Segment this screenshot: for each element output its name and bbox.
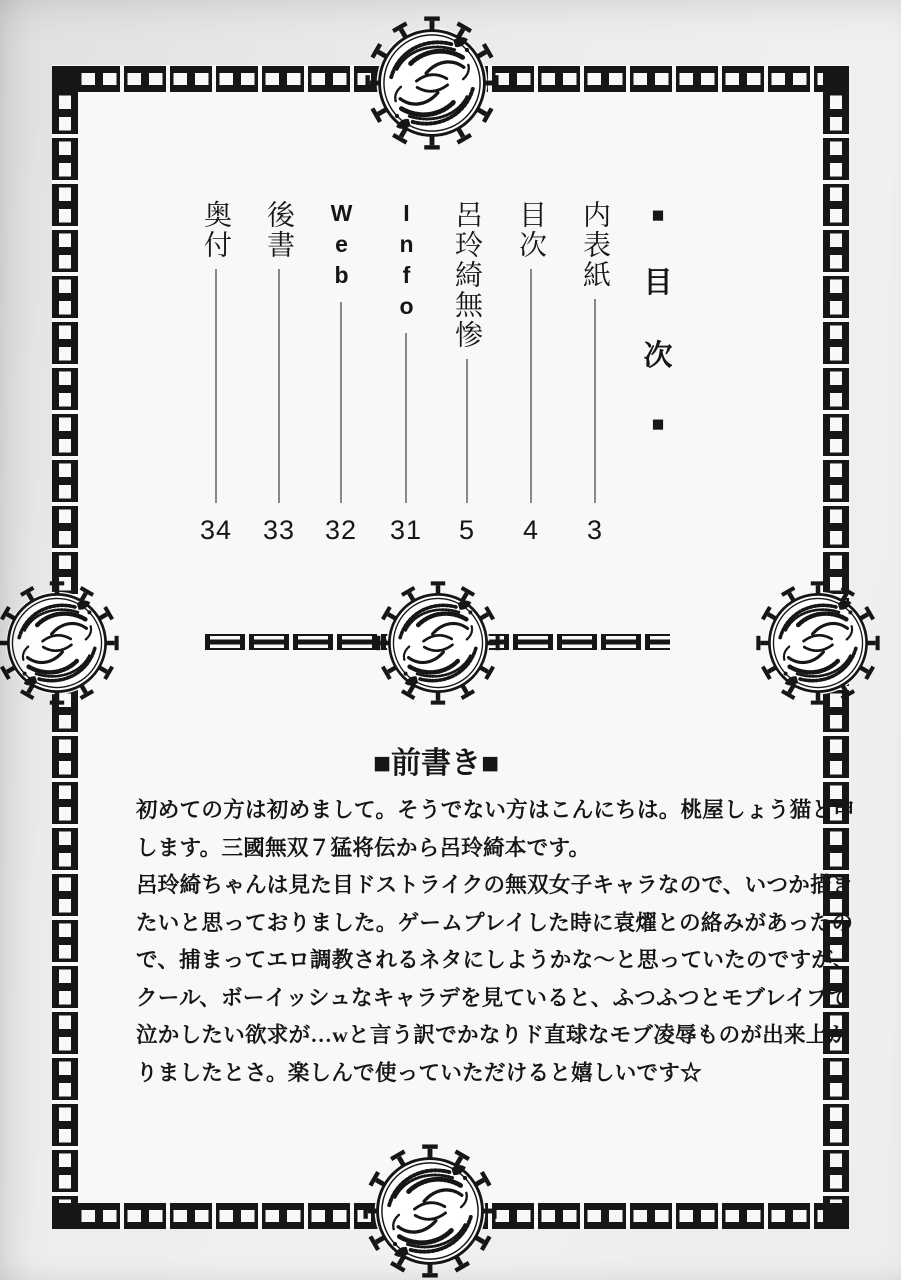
toc-entry-label: 後書 — [264, 200, 295, 260]
foreword-text-line: クール、ボーイッシュなキャラデを見ていると、ふつふつとモブレイプで — [136, 985, 851, 1010]
toc-leader-line — [215, 269, 217, 503]
foreword-text-line: 初めての方は初めまして。そうでない方はこんにちは。桃屋しょう猫と申 — [136, 798, 855, 822]
toc-entry-web — [319, 200, 363, 546]
toc-entry-colophon — [194, 200, 238, 546]
toc-entry-page-number: 34 — [199, 515, 233, 545]
toc-leader-line — [340, 302, 342, 503]
toc-title-square-bottom: ■ — [651, 412, 665, 436]
toc-leader-line — [405, 333, 407, 503]
phoenix-medallion-icon — [362, 1143, 498, 1279]
toc-entry-afterword — [257, 200, 301, 546]
toc-leader-line — [594, 299, 596, 503]
toc-entry-contents — [509, 200, 553, 546]
foreword-text-line: 泣かしたい欲求が…wと言う訳でかなりド直球なモブ凌辱ものが出来上が — [136, 1023, 850, 1047]
toc-entry-label: 内表紙 — [580, 200, 611, 290]
foreword-heading: ■前書き■ — [372, 747, 500, 780]
foreword-text-line: します。三國無双７猛将伝から呂玲綺本です。 — [136, 835, 591, 860]
toc-entry-info — [384, 200, 428, 546]
frame-corner-bottom-left — [52, 1203, 78, 1229]
toc-entry-label: 奥付 — [201, 200, 232, 260]
phoenix-medallion-icon — [0, 580, 120, 706]
foreword-text-line: 呂玲綺ちゃんは見た目ドストライクの無双女子キャラなので、いつか描き — [136, 873, 854, 897]
foreword-text-line: で、捕まってエロ調教されるネタにしようかな〜と思っていたのですが、 — [136, 948, 855, 972]
toc-entry-page-number: 3 — [586, 515, 604, 545]
toc-entry-page-number: 31 — [389, 515, 423, 545]
foreword-text-line: りましたとさ。楽しんで使っていただけると嬉しいです☆ — [136, 1060, 702, 1085]
toc-entry-label: 目次 — [516, 200, 547, 260]
frame-corner-top-right — [823, 66, 849, 92]
toc-leader-line — [466, 359, 468, 503]
toc-title-char: 目 — [643, 267, 673, 300]
toc-title-char: 次 — [643, 339, 673, 372]
toc-title — [636, 205, 680, 435]
toc-entry-label: Web — [328, 200, 355, 293]
toc-entry-inner-cover — [573, 200, 617, 546]
foreword-text-line: たいと思っておりました。ゲームプレイした時に袁燿との絡みがあったの — [136, 910, 854, 935]
foreword-section — [136, 746, 866, 1092]
toc-leader-line — [278, 269, 280, 503]
toc-title-square-top: ■ — [651, 204, 665, 227]
phoenix-medallion-icon — [755, 580, 881, 706]
toc-entry-page-number: 33 — [262, 515, 296, 545]
toc-entry-main-story — [445, 200, 489, 546]
toc-entry-label: 呂玲綺無惨 — [452, 200, 483, 350]
frame-corner-top-left — [52, 66, 78, 92]
toc-leader-line — [530, 269, 532, 503]
toc-entry-label: Info — [393, 200, 420, 324]
frame-corner-bottom-right — [823, 1203, 849, 1229]
phoenix-medallion-icon — [364, 15, 500, 151]
toc-entry-page-number: 32 — [324, 515, 358, 545]
toc-entry-page-number: 5 — [458, 515, 476, 545]
toc-entry-page-number: 4 — [522, 515, 540, 545]
phoenix-medallion-icon — [375, 580, 501, 706]
